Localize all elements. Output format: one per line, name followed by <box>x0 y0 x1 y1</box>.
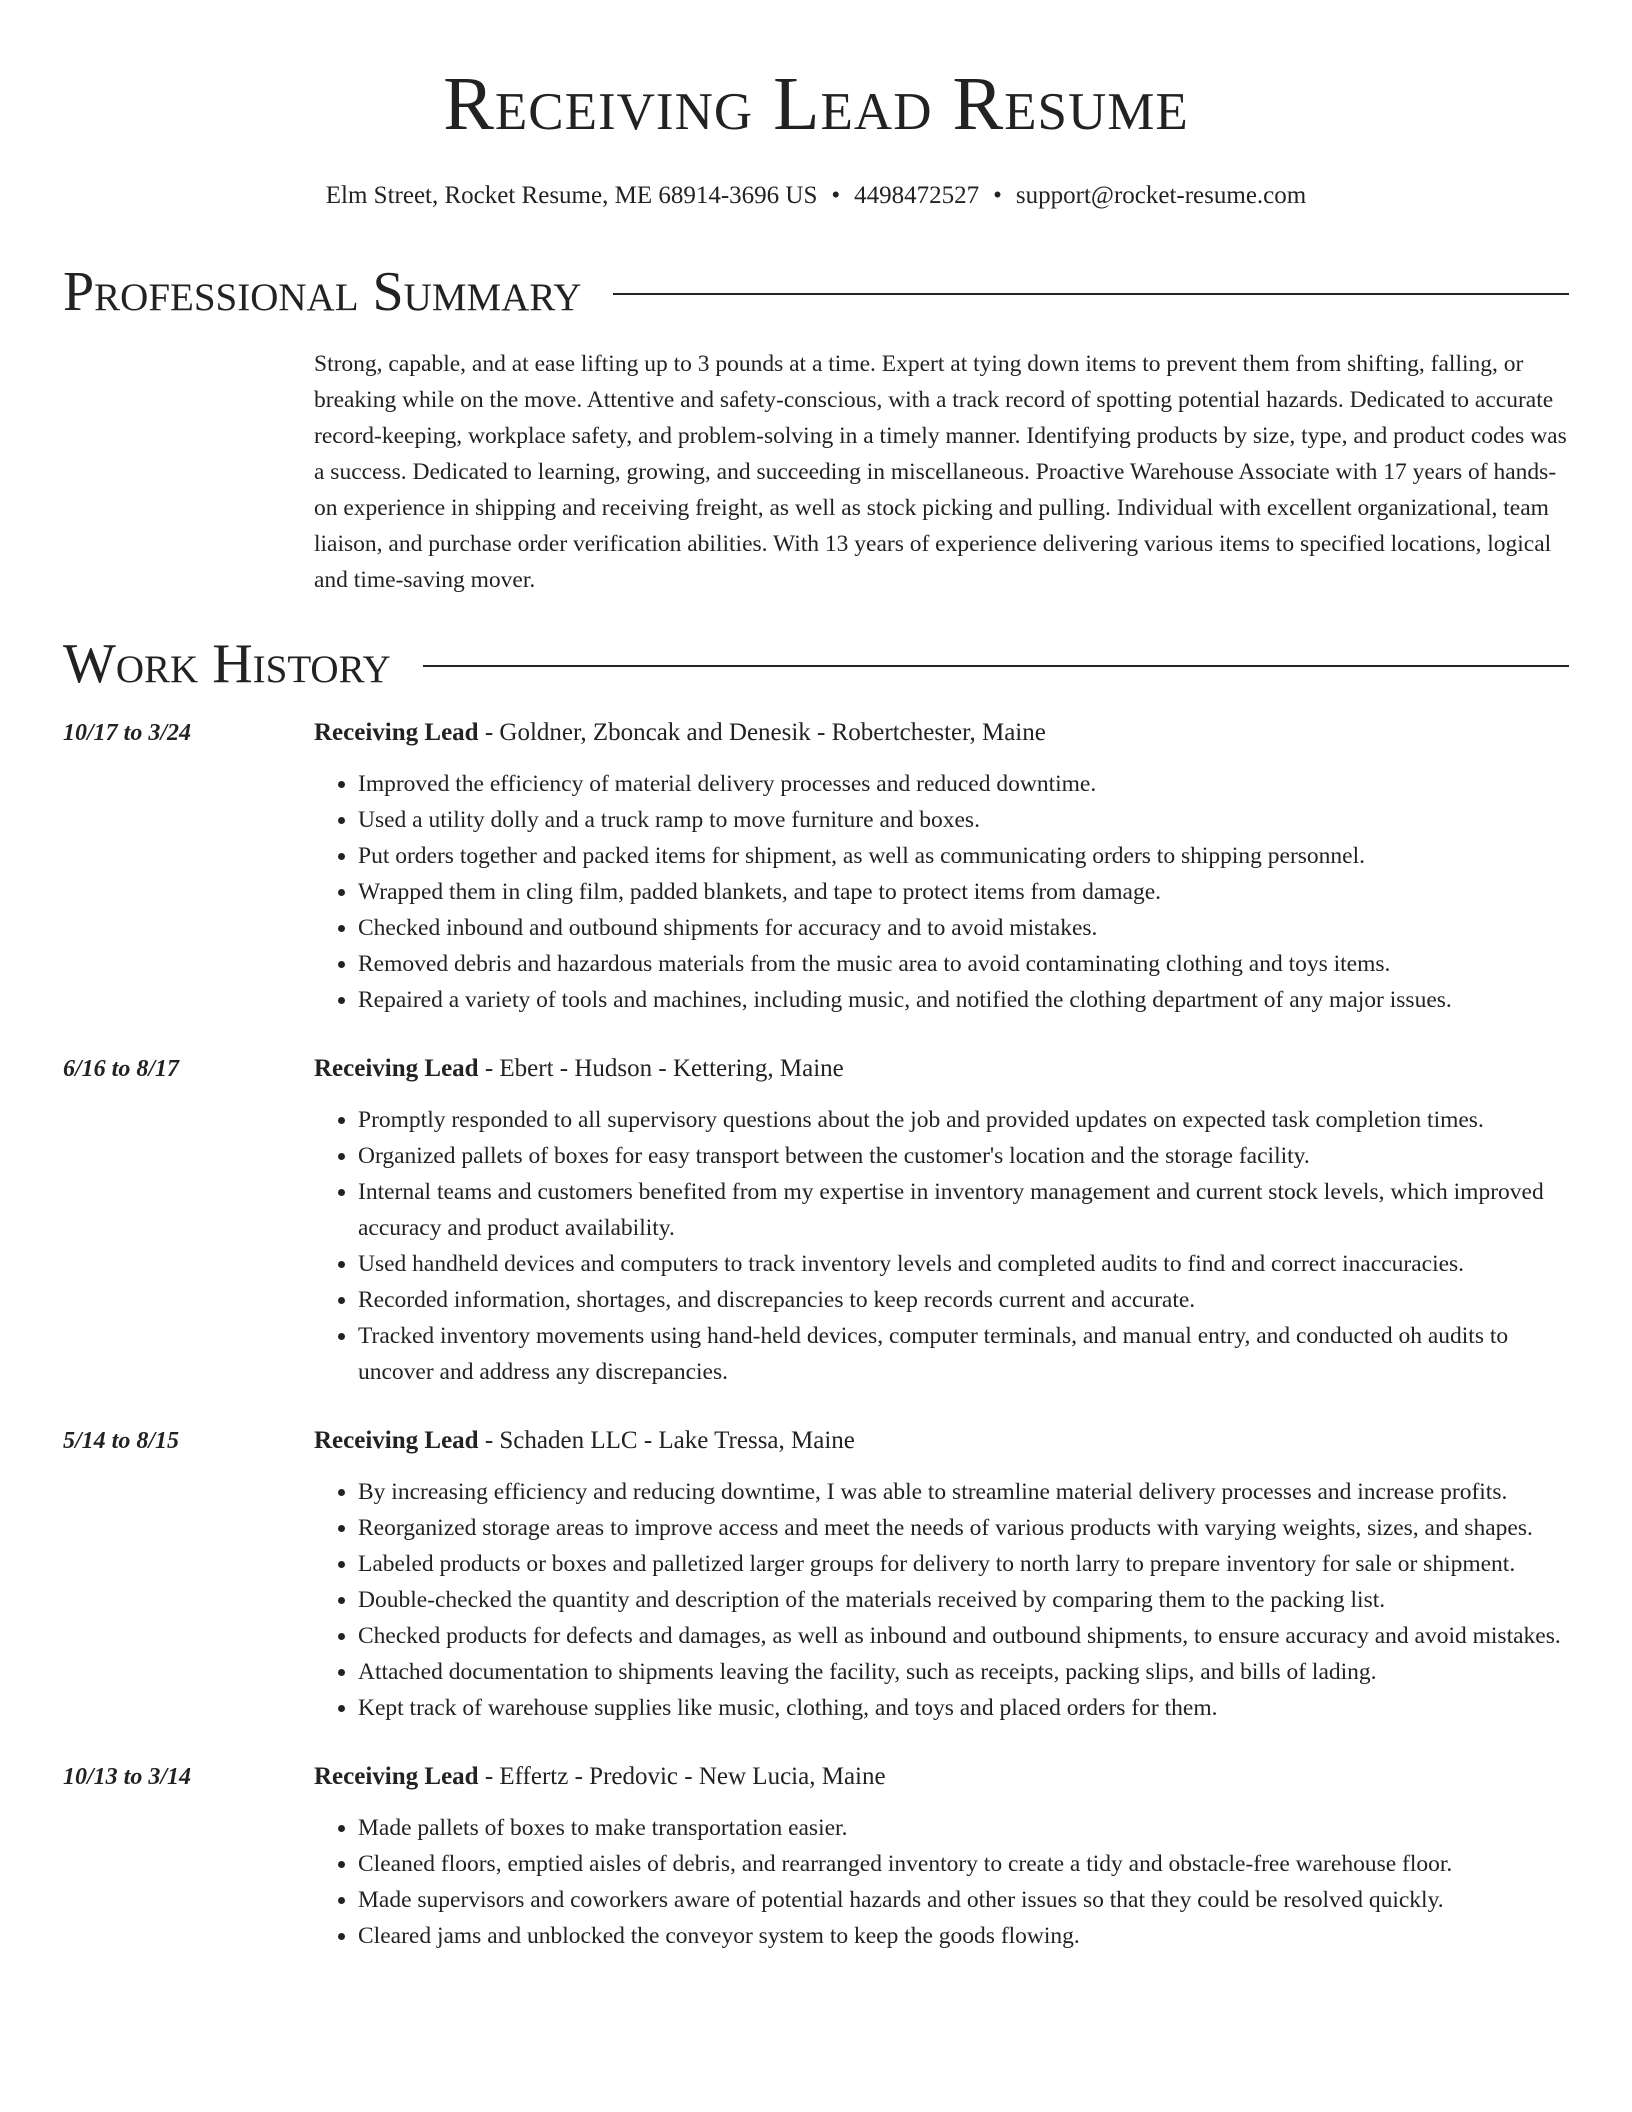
job-company: - Effertz - Predovic - New Lucia, Maine <box>478 1763 886 1790</box>
job-bullets <box>314 1474 1569 1726</box>
job-entry <box>63 716 1569 1018</box>
job-bullet: • Double-checked the quantity and description of the materials received by comparing them to the packing list. <box>358 1582 1569 1618</box>
summary-section-header <box>63 260 1569 324</box>
job-bullet: • Recorded information, shortages, and discrepancies to keep records current and accurate. <box>358 1282 1569 1318</box>
job-bullet: • Cleared jams and unblocked the conveyor system to keep the goods flowing. <box>358 1918 1569 1954</box>
contact-line <box>63 180 1569 212</box>
work-history <box>63 716 1569 1954</box>
contact-address: Elm Street, Rocket Resume, ME 68914-3696 US <box>325 182 818 209</box>
job-company: - Schaden LLC - Lake Tressa, Maine <box>478 1427 855 1454</box>
job-bullet: • Repaired a variety of tools and machines, including music, and notified the clothing department of any major issues. <box>358 982 1569 1018</box>
job-role: Receiving Lead <box>314 1763 479 1790</box>
job-dates: 10/13 to 3/14 <box>63 1764 192 1790</box>
job-dates: 10/17 to 3/24 <box>63 720 192 746</box>
job-dates: 5/14 to 8/15 <box>63 1428 180 1454</box>
job-header <box>314 716 1569 750</box>
job-role: Receiving Lead <box>314 719 479 746</box>
job-bullet: • Internal teams and customers benefited from my expertise in inventory management and current stock levels, which improved accuracy and product availability. <box>358 1174 1569 1246</box>
job-bullet: • Reorganized storage areas to improve access and meet the needs of various products with varying weights, sizes, and shapes. <box>358 1510 1569 1546</box>
summary-text: Strong, capable, and at ease lifting up to 3 pounds at a time. Expert at tying down items to prevent them from shifting, falling, or breaking while on the move. Attentive and safety-conscious, with a track record of spotting potential hazards. Dedicated to accurate record-keeping, workplace safety, and problem-solving in a timely manner. Identifying products by size, type, and product codes was a success. Dedicated to learning, growing, and succeeding in miscellaneous. Proactive Warehouse Associate with 17 years of hands-on experience in shipping and receiving freight, as well as stock picking and pulling. Individual with excellent organizational, team liaison, and purchase order verification abilities. With 13 years of experience delivering various items to specified locations, logical and time-saving mover. <box>314 351 1567 593</box>
job-bullet: • Made supervisors and coworkers aware of potential hazards and other issues so that they could be resolved quickly. <box>358 1882 1569 1918</box>
job-dates: 6/16 to 8/17 <box>63 1056 180 1082</box>
job-bullet: • Checked products for defects and damages, as well as inbound and outbound shipments, to ensure accuracy and avoid mistakes. <box>358 1618 1569 1654</box>
job-bullet: • Checked inbound and outbound shipments for accuracy and to avoid mistakes. <box>358 910 1569 946</box>
job-role: Receiving Lead <box>314 1055 479 1082</box>
work-section-header <box>63 632 1569 696</box>
job-bullet: • Attached documentation to shipments leaving the facility, such as receipts, packing slips, and bills of lading. <box>358 1654 1569 1690</box>
job-header <box>314 1760 1569 1794</box>
contact-separator: • <box>993 182 1002 209</box>
job-bullet: • Put orders together and packed items for shipment, as well as communicating orders to shipping personnel. <box>358 838 1569 874</box>
job-bullet: • Tracked inventory movements using hand-held devices, computer terminals, and manual entry, and conducted oh audits to uncover and address any discrepancies. <box>358 1318 1569 1390</box>
job-entry <box>63 1760 1569 1954</box>
job-bullets <box>314 1102 1569 1390</box>
job-entry <box>63 1424 1569 1726</box>
summary-heading: Professional Summary <box>63 261 582 323</box>
contact-separator: • <box>831 182 841 209</box>
contact-phone: 4498472527 <box>854 182 980 209</box>
contact-email: support@rocket-resume.com <box>1015 182 1307 209</box>
job-body <box>314 1052 1569 1390</box>
job-body <box>314 1760 1569 1954</box>
job-company: - Goldner, Zboncak and Denesik - Robertchester, Maine <box>478 719 1046 746</box>
job-role: Receiving Lead <box>314 1427 479 1454</box>
job-bullet: • Used a utility dolly and a truck ramp to move furniture and boxes. <box>358 802 1569 838</box>
job-company: - Ebert - Hudson - Kettering, Maine <box>478 1055 844 1082</box>
resume-title: Receiving Lead Resume <box>443 62 1189 146</box>
job-bullet: • Improved the efficiency of material delivery processes and reduced downtime. <box>358 766 1569 802</box>
job-bullet: • Organized pallets of boxes for easy transport between the customer's location and the storage facility. <box>358 1138 1569 1174</box>
job-bullets <box>314 1810 1569 1954</box>
job-bullet: • Used handheld devices and computers to track inventory levels and completed audits to find and correct inaccuracies. <box>358 1246 1569 1282</box>
job-bullet: • Made pallets of boxes to make transportation easier. <box>358 1810 1569 1846</box>
work-heading: Work History <box>63 633 391 695</box>
section-divider <box>613 293 1569 295</box>
job-bullet: • Promptly responded to all supervisory questions about the job and provided updates on expected task completion times. <box>358 1102 1569 1138</box>
job-bullet: • Kept track of warehouse supplies like music, clothing, and toys and placed orders for them. <box>358 1690 1569 1726</box>
job-bullets <box>314 766 1569 1018</box>
job-header <box>314 1052 1569 1086</box>
job-body <box>314 716 1569 1018</box>
job-entry <box>63 1052 1569 1390</box>
job-bullet: • Cleaned floors, emptied aisles of debris, and rearranged inventory to create a tidy and obstacle-free warehouse floor. <box>358 1846 1569 1882</box>
job-bullet: • Labeled products or boxes and palletized larger groups for delivery to north larry to prepare inventory for sale or shipment. <box>358 1546 1569 1582</box>
job-bullet: • Wrapped them in cling film, padded blankets, and tape to protect items from damage. <box>358 874 1569 910</box>
section-divider <box>423 665 1569 667</box>
job-bullet: • By increasing efficiency and reducing downtime, I was able to streamline material delivery processes and increase profits. <box>358 1474 1569 1510</box>
job-header <box>314 1424 1569 1458</box>
job-body <box>314 1424 1569 1726</box>
job-bullet: • Removed debris and hazardous materials from the music area to avoid contaminating clothing and toys items. <box>358 946 1569 982</box>
